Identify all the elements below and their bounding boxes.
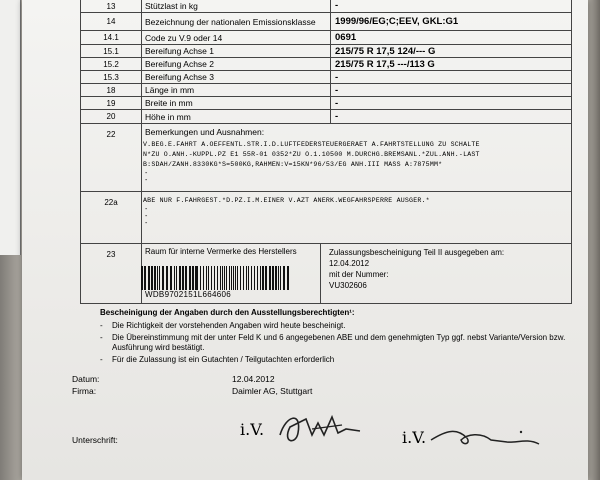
certification-heading: Bescheinigung der Angaben durch den Ausstellungsberechtigten¹: — [100, 308, 355, 317]
iv-label-2: i.V. — [402, 428, 427, 447]
vehicle-data-table — [80, 0, 572, 244]
certification-block — [100, 308, 570, 367]
row-number: 13 — [81, 0, 142, 12]
registration-issue-box — [320, 244, 571, 303]
background-right — [586, 0, 600, 480]
row-label: Länge in mm — [141, 84, 331, 96]
row-label: Höhe in mm — [141, 110, 331, 123]
table-row — [80, 45, 572, 58]
row-value: - — [335, 84, 339, 96]
remarks-heading: Bemerkungen und Ausnahmen: — [145, 127, 265, 137]
row-value: - — [335, 71, 339, 83]
manufacturer-notes-title: Raum für interne Vermerke des Herstellers — [145, 247, 297, 256]
table-row — [80, 58, 572, 71]
dash: - — [145, 213, 148, 220]
certification-item: - Die Übereinstimmung mit der unter Feld K und 6 angegebenen ABE und dem genehmigten Typ ggf. nebst Variante/Version bzw. Ausführung wird bestätigt. — [100, 333, 570, 353]
certification-item: - Die Richtigkeit der vorstehenden Angaben wird heute bescheinigt. — [100, 321, 570, 331]
firma-value: Daimler AG, Stuttgart — [232, 386, 313, 396]
row-label: Bezeichnung der nationalen Emissionsklasse — [141, 13, 331, 30]
barcode-number: WDB9702151L664606 — [145, 290, 232, 299]
table-row-22 — [80, 124, 572, 192]
row-label: Bereifung Achse 1 — [141, 45, 331, 57]
signature-1 — [272, 405, 367, 450]
section-23 — [80, 243, 572, 304]
row-label: Bereifung Achse 3 — [141, 71, 331, 83]
firma-label: Firma: — [72, 386, 97, 396]
row-value: 215/75 R 17,5 ---/113 G — [335, 58, 435, 70]
table-row — [80, 13, 572, 31]
underlying-sheet — [0, 0, 21, 255]
registration-number: VU302606 — [329, 281, 367, 290]
certification-item: - Für die Zulassung ist ein Gutachten / Teilgutachten erforderlich — [100, 355, 570, 365]
row-label: Breite in mm — [141, 97, 331, 109]
row-value: - — [335, 0, 339, 11]
document-page — [22, 0, 588, 480]
row-number: 15.2 — [81, 58, 142, 70]
row-value: - — [335, 97, 339, 109]
dash: - — [145, 220, 148, 227]
remarks-line: B:SDAH/ZANH.8330KG*S=500KG,RAHMEN:V=15KN*96/53/EG ANH.III MASS A:7875MM* — [143, 161, 443, 168]
row-label: Bereifung Achse 2 — [141, 58, 331, 70]
datum-label: Datum: — [72, 374, 100, 384]
row-label: Stützlast in kg — [141, 0, 331, 12]
dash: - — [145, 206, 148, 213]
row-value: 215/75 R 17,5 124/--- G — [335, 45, 436, 57]
iv-label-1: i.V. — [240, 420, 265, 439]
remarks-line: N*ZU O.ANH.-KUPPL.PZ E1 55R-01 0352*ZU O.1.10500 M.DURCHG.BREMSANL.*ZUL.ANH.-LAST — [143, 151, 480, 158]
row-number: 23 — [81, 244, 142, 303]
dash: - — [145, 170, 148, 177]
signature-2 — [427, 418, 547, 453]
row-label: Code zu V.9 oder 14 — [141, 31, 331, 44]
row-number: 15.1 — [81, 45, 142, 57]
row-number: 15.3 — [81, 71, 142, 83]
row-number: 19 — [81, 97, 142, 109]
table-row — [80, 97, 572, 110]
row-number: 22a — [81, 192, 142, 243]
restriction-line: ABE NUR F.FAHRGEST.*D.PZ.I.M.EINER V.AZT ANERK.WEGFAHRSPERRE AUSGER.* — [143, 197, 430, 204]
row-value: 1999/96/EG;C;EEV, GKL:G1 — [335, 16, 459, 27]
table-row — [80, 110, 572, 124]
row-number: 18 — [81, 84, 142, 96]
registration-number-label: mit der Nummer: — [329, 270, 389, 279]
row-number: 14.1 — [81, 31, 142, 44]
table-row — [80, 71, 572, 84]
table-row — [80, 31, 572, 45]
row-number: 20 — [81, 110, 142, 123]
table-row — [80, 0, 572, 13]
row-value: 0691 — [335, 32, 357, 43]
datum-value: 12.04.2012 — [232, 374, 275, 384]
signature-label: Unterschrift: — [72, 435, 118, 445]
row-value: - — [335, 111, 339, 122]
table-row-22a — [80, 192, 572, 244]
dash: - — [145, 177, 148, 184]
row-number: 22 — [81, 124, 142, 191]
row-number: 14 — [81, 13, 142, 30]
registration-issue-date: 12.04.2012 — [329, 259, 370, 268]
registration-issue-title: Zulassungsbescheinigung Teil II ausgegeben am: — [329, 248, 505, 257]
remarks-line: V.BEG.E.FAHRT A.OEFFENTL.STR.I.D.LUFTFEDERSTEUERGERAET A.FAHRTSTELLUNG ZU SCHALTE — [143, 141, 480, 148]
table-row — [80, 84, 572, 97]
vin-barcode — [141, 266, 291, 290]
